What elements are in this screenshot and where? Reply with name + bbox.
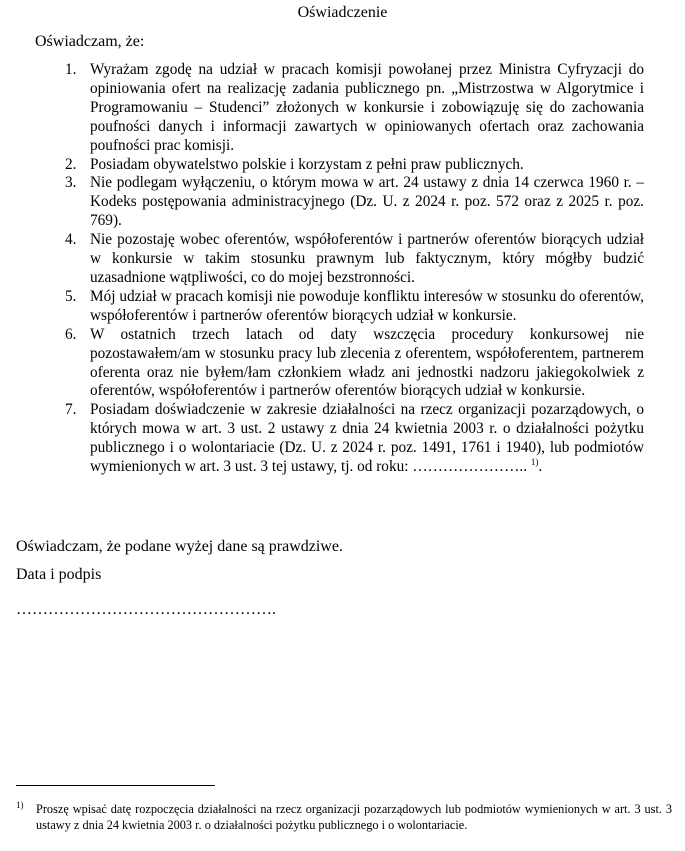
item-text: Posiadam obywatelstwo polskie i korzystam z pełni praw publicznych. (90, 155, 524, 173)
signature-line: …………………………………………. (16, 601, 276, 618)
item-number: 4. (65, 231, 77, 249)
intro-text: Oświadczam, że: (35, 33, 145, 50)
item-number: 3. (65, 174, 77, 192)
declaration-list (65, 61, 644, 477)
item-trailing: . (538, 458, 543, 476)
declaration-item (65, 231, 644, 288)
declaration-item (65, 401, 644, 477)
footnote-text: Proszę wpisać datę rozpoczęcia działalności na rzecz organizacji pozarządowych lub podmiotów wymienionych w art. 3 ust. 3 ustawy z dnia 24 kwietnia 2003 r. o działalności pożytku publicznego i o wolontariacie. (36, 802, 672, 832)
declaration-item (65, 325, 644, 402)
item-text: Nie pozostaję wobec oferentów, współoferentów i partnerów oferentów biorących udział w konkursie w takim stosunku prawnym lub faktycznym, który mógłby budzić uzasadnione wątpliwości, co do mojej bezstronności. (90, 231, 644, 286)
declaration-item (65, 287, 644, 326)
item-number: 6. (65, 325, 77, 343)
document-title: Oświadczenie (297, 4, 388, 21)
item-number: 5. (65, 287, 77, 305)
footnote (16, 800, 672, 833)
item-text: Mój udział w pracach komisji nie powoduje konfliktu interesów w stosunku do oferentów, współoferentów i partnerów oferentów biorących udział w konkursie. (90, 287, 644, 324)
item-number: 1. (65, 61, 77, 78)
footnote-mark: 1) (16, 800, 24, 810)
item-text: W ostatnich trzech latach od daty wszczęcia procedury konkursowej nie pozostawałem/am w stosunku pracy lub zlecenia z oferentem, współoferentem, partnerem oferenta oraz nie byłem/łam członkiem władz ani jednostki nadzoru jakiegokolwiek z oferentów, współoferentów i partnerów oferentów biorących udział w konkursie. (90, 325, 644, 400)
truth-statement: Oświadczam, że podane wyżej dane są prawdziwe. (16, 538, 343, 555)
item-text: Wyrażam zgodę na udział w pracach komisji powołanej przez Ministra Cyfryzacji do opiniowania ofert na realizację zadania publicznego pn. „Mistrzostwa w Algorytmice i Programowaniu – Studenci” złożonych w konkursie i zobowiązuję się do zachowania poufności danych i informacji zawartych w opiniowanych ofertach oraz zachowania poufności prac komisji. (90, 61, 644, 154)
item-text: Nie podlegam wyłączeniu, o którym mowa w art. 24 ustawy z dnia 14 czerwca 1960 r. – Kodeks postępowania administracyjnego (Dz. U. z 2024 r. poz. 572 oraz z 2025 r. poz. 769). (90, 174, 644, 230)
declaration-item (65, 61, 644, 156)
declaration-item (65, 174, 644, 231)
declaration-item (65, 155, 644, 175)
item-number: 7. (65, 401, 77, 419)
footnote-divider (16, 785, 215, 786)
date-signature-label: Data i podpis (16, 566, 102, 583)
item-text: Posiadam doświadczenie w zakresie działalności na rzecz organizacji pozarządowych, o których mowa w art. 3 ust. 2 ustawy z dnia 24 kwietnia 2003 r. o działalności pożytku publicznego i o wolontariacie (Dz. U. z 2024 r. poz. 1491, 1761 i 1940), lub podmiotów wymienionych w art. 3 ust. 3 tej ustawy, tj. od roku: ………………….. (90, 401, 644, 476)
item-number: 2. (65, 155, 77, 173)
footnote-reference: 1) (530, 456, 539, 467)
